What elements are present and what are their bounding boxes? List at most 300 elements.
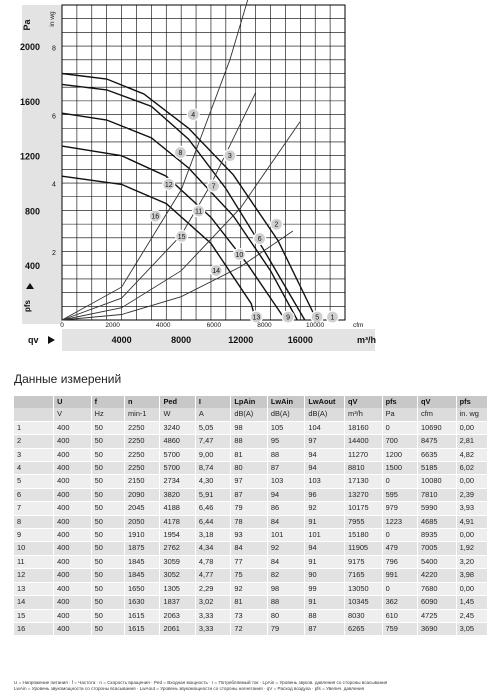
table-cell: 9 [14, 529, 54, 542]
qv-axis-label: qv [28, 335, 39, 345]
table-cell: 400 [54, 488, 92, 501]
table-row [14, 488, 488, 501]
table-cell: 362 [382, 596, 417, 609]
table-cell: 991 [382, 569, 417, 582]
table-cell: 3,93 [456, 502, 487, 515]
table-cell: 1,45 [456, 596, 487, 609]
table-cell: 91 [305, 596, 345, 609]
unit-cell: min-1 [125, 408, 160, 421]
table-cell: 2,81 [456, 435, 487, 448]
table-cell: 3059 [160, 555, 195, 568]
table-row [14, 515, 488, 528]
table-cell: 84 [231, 542, 268, 555]
table-cell: 15 [14, 609, 54, 622]
table-cell: 75 [231, 569, 268, 582]
table-cell: 2,29 [195, 582, 230, 595]
table-cell: 3820 [160, 488, 195, 501]
table-cell: 6090 [418, 596, 457, 609]
table-cell: 105 [267, 421, 305, 434]
table-cell: 1845 [125, 555, 160, 568]
table-row [14, 596, 488, 609]
table-cell: 0 [382, 421, 417, 434]
table-cell: 1500 [382, 462, 417, 475]
table-cell: 50 [91, 488, 124, 501]
table-cell: 400 [54, 596, 92, 609]
table-cell: 81 [231, 448, 268, 461]
table-cell: 91 [305, 515, 345, 528]
operating-point-label: 2 [274, 221, 279, 229]
table-cell: 50 [91, 529, 124, 542]
table-cell: 700 [382, 435, 417, 448]
table-cell: 2250 [125, 421, 160, 434]
table-cell: 400 [54, 462, 92, 475]
table-cell: 18160 [345, 421, 383, 434]
table-cell: 94 [305, 462, 345, 475]
table-cell: 400 [54, 448, 92, 461]
table-cell: 400 [54, 542, 92, 555]
table-cell: 7680 [418, 582, 457, 595]
table-cell: 3,18 [195, 529, 230, 542]
unit-cell: dB(A) [267, 408, 305, 421]
table-row [14, 542, 488, 555]
unit-cell: dB(A) [231, 408, 268, 421]
table-cell: 2061 [160, 622, 195, 635]
header-cell: qV [345, 396, 383, 408]
table-cell: 10690 [418, 421, 457, 434]
header-cell: U [54, 396, 92, 408]
left-axis-band [19, 5, 62, 324]
table-cell: 7810 [418, 488, 457, 501]
table-cell: 479 [382, 542, 417, 555]
table-cell: 82 [267, 569, 305, 582]
table-cell: 6,44 [195, 515, 230, 528]
table-cell: 79 [231, 502, 268, 515]
table-cell: 6 [14, 488, 54, 501]
table-row [14, 622, 488, 635]
qv-arrow-icon [48, 336, 55, 344]
table-cell: 3,33 [195, 622, 230, 635]
table-cell: 5700 [160, 448, 195, 461]
table-cell: 1650 [125, 582, 160, 595]
cfm-axis-tick-label: 6000 [206, 322, 222, 329]
table-cell: 4,91 [456, 515, 487, 528]
cfm-axis-tick-label: 8000 [257, 322, 272, 329]
table-cell: 1223 [382, 515, 417, 528]
header-cell: pfs [382, 396, 417, 408]
unit-cell: Pa [382, 408, 417, 421]
header-cell: Ped [160, 396, 195, 408]
header-cell: f [91, 396, 124, 408]
table-cell: 0,00 [456, 475, 487, 488]
table-cell: 13050 [345, 582, 383, 595]
operating-point-label: 4 [191, 112, 196, 120]
table-cell: 50 [91, 609, 124, 622]
table-row [14, 448, 488, 461]
table-cell: 87 [231, 488, 268, 501]
table-cell: 2150 [125, 475, 160, 488]
table-cell: 13 [14, 582, 54, 595]
table-cell: 4220 [418, 569, 457, 582]
table-cell: 15180 [345, 529, 383, 542]
table-cell: 104 [305, 421, 345, 434]
table-cell: 101 [267, 529, 305, 542]
table-cell: 2045 [125, 502, 160, 515]
table-cell: 9,00 [195, 448, 230, 461]
unit-cell: m³/h [345, 408, 383, 421]
table-cell: 50 [91, 435, 124, 448]
plot-frame [62, 5, 345, 320]
operating-point-label: 9 [286, 314, 291, 322]
table-cell: 400 [54, 475, 92, 488]
table-cell: 14400 [345, 435, 383, 448]
table-cell: 50 [91, 502, 124, 515]
header-cell: I [195, 396, 230, 408]
table-cell: 98 [267, 582, 305, 595]
table-cell: 87 [305, 622, 345, 635]
table-cell: 2762 [160, 542, 195, 555]
operating-point-label: 3 [227, 153, 232, 161]
table-cell: 3240 [160, 421, 195, 434]
table-cell: 5185 [418, 462, 457, 475]
table-cell: 1,92 [456, 542, 487, 555]
table-cell: 1630 [125, 596, 160, 609]
table-cell: 88 [231, 435, 268, 448]
footnote [14, 680, 490, 692]
table-cell: 1305 [160, 582, 195, 595]
table-cell: 3,02 [195, 596, 230, 609]
inwg-axis-tick-label: 2 [52, 249, 56, 257]
table-cell: 3 [14, 448, 54, 461]
table-cell: 2090 [125, 488, 160, 501]
table-cell: 8935 [418, 529, 457, 542]
operating-point-label: 1 [330, 314, 335, 322]
inwg-axis-unit: in wg [49, 11, 56, 27]
table-cell: 1837 [160, 596, 195, 609]
table-header-names [14, 396, 488, 408]
operating-point-label: 15 [177, 233, 186, 241]
table-cell: 0,00 [456, 529, 487, 542]
table-cell: 78 [231, 515, 268, 528]
table-cell: 2050 [125, 515, 160, 528]
measurement-table [14, 396, 488, 635]
table-cell: 95 [267, 435, 305, 448]
table-cell: 7 [14, 502, 54, 515]
table-cell: 84 [267, 515, 305, 528]
table-cell: 3690 [418, 622, 457, 635]
table-cell: 92 [231, 582, 268, 595]
header-cell: LwAin [267, 396, 305, 408]
table-cell: 1910 [125, 529, 160, 542]
table-cell: 93 [231, 529, 268, 542]
table-cell: 8475 [418, 435, 457, 448]
table-cell: 400 [54, 435, 92, 448]
left-axis-tick-label: 800 [24, 206, 40, 217]
table-cell: 12 [14, 569, 54, 582]
table-cell: 17130 [345, 475, 383, 488]
table-cell: 5990 [418, 502, 457, 515]
table-cell: 6635 [418, 448, 457, 461]
m3h-axis-tick-label: 12000 [228, 335, 254, 345]
unit-cell: in. wg [456, 408, 487, 421]
table-cell: 10345 [345, 596, 383, 609]
table-cell: 2,39 [456, 488, 487, 501]
table-cell: 10175 [345, 502, 383, 515]
operating-point-label: 8 [178, 150, 183, 158]
unit-cell: A [195, 408, 230, 421]
table-cell: 8810 [345, 462, 383, 475]
table-cell: 88 [267, 596, 305, 609]
table-row [14, 555, 488, 568]
table-cell: 2250 [125, 448, 160, 461]
table-cell: 4,34 [195, 542, 230, 555]
table-cell: 1200 [382, 448, 417, 461]
table-cell: 4,77 [195, 569, 230, 582]
table-cell: 94 [305, 448, 345, 461]
table-cell: 2250 [125, 462, 160, 475]
table-cell: 7955 [345, 515, 383, 528]
header-index-cell [14, 408, 54, 421]
table-cell: 50 [91, 421, 124, 434]
table-cell: 400 [54, 569, 92, 582]
table-cell: 5,05 [195, 421, 230, 434]
operating-point-label: 16 [151, 213, 160, 221]
unit-cell: W [160, 408, 195, 421]
table-cell: 1615 [125, 622, 160, 635]
table-cell: 3,98 [456, 569, 487, 582]
table-cell: 2734 [160, 475, 195, 488]
table-cell: 16 [14, 622, 54, 635]
table-cell: 3,33 [195, 609, 230, 622]
table-cell: 50 [91, 515, 124, 528]
footnote-line-2: LwAin = Уровень звукомощности со стороны всасывания · LwAout = Уровень звукомощности со стороны нагнетания · qV = Расход воздуха · pfs = Увелич. давления [14, 686, 365, 691]
table-row [14, 529, 488, 542]
table-cell: 4188 [160, 502, 195, 515]
table-row [14, 569, 488, 582]
table-cell: 1615 [125, 609, 160, 622]
table-cell: 81 [231, 596, 268, 609]
operating-point-label: 11 [195, 208, 203, 216]
table-cell: 50 [91, 462, 124, 475]
table-cell: 92 [267, 542, 305, 555]
table-cell: 400 [54, 622, 92, 635]
table-cell: 979 [382, 502, 417, 515]
table-cell: 50 [91, 475, 124, 488]
table-cell: 4,30 [195, 475, 230, 488]
table-cell: 4860 [160, 435, 195, 448]
table-cell: 97 [231, 475, 268, 488]
table-cell: 2,45 [456, 609, 487, 622]
table-cell: 86 [267, 502, 305, 515]
table-row [14, 421, 488, 434]
table-cell: 13270 [345, 488, 383, 501]
operating-point-label: 13 [252, 314, 261, 322]
cfm-axis-tick-label: 2000 [105, 322, 120, 329]
table-cell: 50 [91, 448, 124, 461]
unit-cell: Hz [91, 408, 124, 421]
header-cell: pfs [456, 396, 487, 408]
m3h-axis-tick-label: 8000 [171, 335, 192, 345]
table-cell: 87 [267, 462, 305, 475]
operating-point-label: 7 [211, 183, 216, 191]
header-cell: LwAout [305, 396, 345, 408]
table-cell: 50 [91, 582, 124, 595]
m3h-axis-unit: m³/h [357, 335, 376, 345]
left-axis-tick-label: 400 [24, 261, 40, 272]
table-cell: 796 [382, 555, 417, 568]
table-cell: 101 [305, 529, 345, 542]
unit-cell: dB(A) [305, 408, 345, 421]
table-cell: 4,82 [456, 448, 487, 461]
table-cell: 103 [267, 475, 305, 488]
m3h-axis-tick-label: 4000 [111, 335, 132, 345]
table-cell: 5,91 [195, 488, 230, 501]
table-cell: 0,00 [456, 582, 487, 595]
operating-point-label: 12 [164, 181, 173, 189]
unit-cell: cfm [418, 408, 457, 421]
table-cell: 2063 [160, 609, 195, 622]
table-cell: 3052 [160, 569, 195, 582]
table-cell: 8 [14, 515, 54, 528]
table-cell: 400 [54, 582, 92, 595]
operating-point-label: 6 [257, 236, 262, 244]
table-cell: 595 [382, 488, 417, 501]
table-cell: 84 [267, 555, 305, 568]
table-row [14, 475, 488, 488]
cfm-axis-tick-label: 10000 [306, 322, 325, 329]
table-cell: 90 [305, 569, 345, 582]
unit-cell: V [54, 408, 92, 421]
table-cell: 73 [231, 609, 268, 622]
table-cell: 0 [382, 529, 417, 542]
table-cell: 4685 [418, 515, 457, 528]
table-cell: 50 [91, 555, 124, 568]
footnote-line-1: U = Напряжение питания · f = Частота · n = Скорость вращения · Ped = Входная мощность · I = Потребляемый ток · LpAin = Уровень звуков. давления со стороны всасывания [14, 680, 388, 685]
table-cell: 103 [305, 475, 345, 488]
table-cell: 7,47 [195, 435, 230, 448]
table-cell: 3,20 [456, 555, 487, 568]
left-axis-tick-label: 1600 [19, 96, 40, 107]
table-cell: 50 [91, 622, 124, 635]
header-cell: LpAin [231, 396, 268, 408]
pfs-axis-label: pfs [23, 300, 32, 312]
table-header-units [14, 408, 488, 421]
table-cell: 1954 [160, 529, 195, 542]
table-cell: 8,74 [195, 462, 230, 475]
table-cell: 400 [54, 421, 92, 434]
table-cell: 1845 [125, 569, 160, 582]
table-cell: 1875 [125, 542, 160, 555]
table-cell: 94 [267, 488, 305, 501]
table-cell: 7165 [345, 569, 383, 582]
table-cell: 97 [305, 435, 345, 448]
inwg-axis-tick-label: 4 [52, 181, 56, 189]
table-cell: 50 [91, 569, 124, 582]
table-body [14, 421, 488, 635]
table-cell: 94 [305, 542, 345, 555]
section-title: Данные измерений [14, 372, 122, 386]
operating-point-label: 14 [212, 267, 220, 275]
table-cell: 400 [54, 529, 92, 542]
table-cell: 88 [305, 609, 345, 622]
table-cell: 4178 [160, 515, 195, 528]
table-cell: 9175 [345, 555, 383, 568]
table-row [14, 462, 488, 475]
operating-point-label: 10 [235, 251, 244, 259]
left-axis-tick-label: 1200 [19, 151, 40, 162]
table-cell: 1 [14, 421, 54, 434]
table-cell: 400 [54, 555, 92, 568]
table-row [14, 582, 488, 595]
table-cell: 72 [231, 622, 268, 635]
m3h-axis-tick-label: 16000 [287, 335, 313, 345]
table-cell: 11270 [345, 448, 383, 461]
table-cell: 10 [14, 542, 54, 555]
header-cell: n [125, 396, 160, 408]
table-cell: 759 [382, 622, 417, 635]
table-row [14, 502, 488, 515]
table-cell: 8030 [345, 609, 383, 622]
table-cell: 80 [231, 462, 268, 475]
inwg-axis-tick-label: 6 [52, 113, 56, 121]
operating-point-label: 5 [315, 314, 320, 322]
table-cell: 91 [305, 555, 345, 568]
table-cell: 4725 [418, 609, 457, 622]
table-cell: 400 [54, 515, 92, 528]
left-axis-unit: Pa [22, 19, 32, 31]
table-cell: 11 [14, 555, 54, 568]
table-cell: 0 [382, 582, 417, 595]
header-cell: qV [418, 396, 457, 408]
table-cell: 11905 [345, 542, 383, 555]
table-row [14, 609, 488, 622]
table-cell: 5400 [418, 555, 457, 568]
inwg-axis-tick-label: 8 [52, 45, 56, 53]
table-cell: 6,46 [195, 502, 230, 515]
table-cell: 610 [382, 609, 417, 622]
table-cell: 50 [91, 542, 124, 555]
table-cell: 0 [382, 475, 417, 488]
table-cell: 3,05 [456, 622, 487, 635]
cfm-axis-unit: cfm [353, 322, 364, 329]
table-cell: 6265 [345, 622, 383, 635]
bottom-axis-band [62, 329, 375, 351]
table-cell: 88 [267, 448, 305, 461]
left-axis-tick-label: 2000 [19, 42, 40, 53]
table-cell: 92 [305, 502, 345, 515]
table-cell: 2250 [125, 435, 160, 448]
table-cell: 96 [305, 488, 345, 501]
table-cell: 80 [267, 609, 305, 622]
header-index-cell [14, 396, 54, 408]
table-cell: 10080 [418, 475, 457, 488]
table-cell: 5 [14, 475, 54, 488]
cfm-axis-tick-label: 0 [60, 322, 64, 329]
table-cell: 400 [54, 502, 92, 515]
table-row [14, 435, 488, 448]
table-cell: 98 [231, 421, 268, 434]
cfm-axis-tick-label: 4000 [155, 322, 171, 329]
table-cell: 5700 [160, 462, 195, 475]
table-cell: 7005 [418, 542, 457, 555]
table-cell: 4 [14, 462, 54, 475]
table-cell: 2 [14, 435, 54, 448]
table-cell: 6,02 [456, 462, 487, 475]
table-cell: 4,78 [195, 555, 230, 568]
table-cell: 400 [54, 609, 92, 622]
table-cell: 14 [14, 596, 54, 609]
table-cell: 77 [231, 555, 268, 568]
table-cell: 50 [91, 596, 124, 609]
